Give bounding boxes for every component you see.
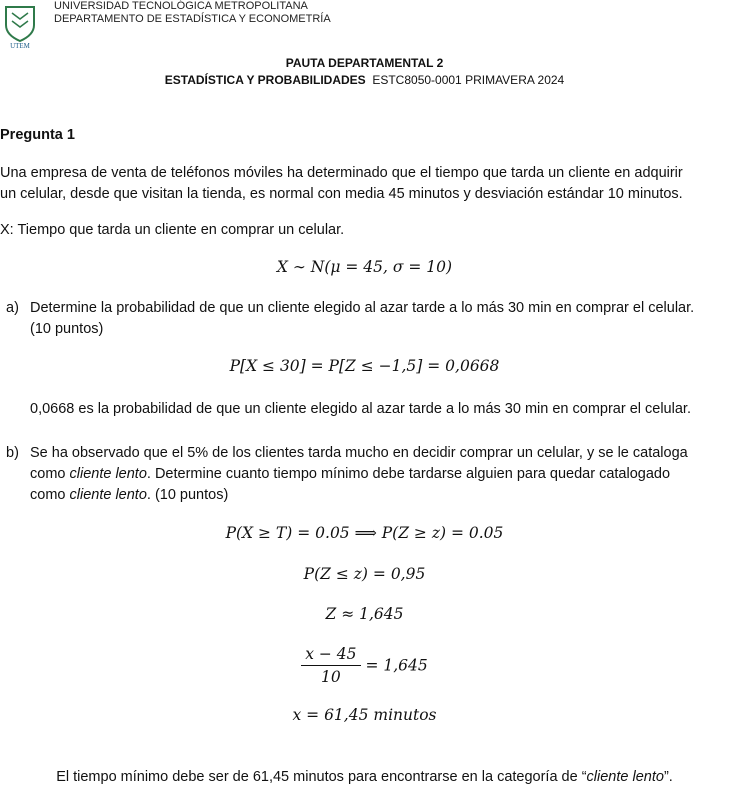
variable-definition: X: Tiempo que tarda un cliente en comprar un celular. [0, 222, 345, 238]
part-b-line-2 [30, 464, 729, 485]
part-b-line-1: Se ha observado que el 5% de los clientes tarda mucho en decidir comprar un celular, y se le cataloga [30, 445, 688, 461]
part-b-result: x = 61,45 minutos [292, 706, 437, 724]
conclusion [0, 767, 729, 788]
part-b-formula-2: P(Z ≤ z) = 0,95 [303, 565, 426, 583]
course-code: ESTC8050-0001 PRIMAVERA 2024 [372, 73, 565, 87]
conclusion-end: ”. [663, 769, 673, 785]
part-b [0, 443, 729, 507]
fraction-rhs: = 1,645 [365, 656, 428, 675]
part-b-label: b) [6, 445, 19, 461]
conclusion-term: cliente lento [586, 769, 664, 785]
part-a-points: (10 puntos) [30, 321, 104, 337]
distribution-formula: X ∼ N(μ = 45, σ = 10) [276, 258, 453, 276]
question-title: Pregunta 1 [0, 127, 75, 143]
part-b-text [30, 443, 729, 506]
part-b-line-2-start: como [30, 466, 70, 482]
part-b-formula-1: P(X ≥ T) = 0.05 ⟹ P(Z ≥ z) = 0.05 [225, 524, 504, 542]
part-b-points: . (10 puntos) [146, 487, 229, 503]
part-b-term-2: cliente lento [69, 487, 147, 503]
institution-header [54, 0, 331, 26]
course-line [0, 73, 729, 87]
part-a [0, 298, 729, 342]
statement-line-1: Una empresa de venta de teléfonos móviles ha determinado que el tiempo que tarda un cliente en adquirir [0, 165, 683, 181]
part-a-label: a) [6, 300, 19, 316]
logo-text: UTEM [10, 42, 30, 49]
part-b-line-3 [30, 485, 729, 506]
part-b-formula-3: Z ≈ 1,645 [325, 605, 404, 623]
fraction [301, 645, 360, 686]
department-name: DEPARTAMENTO DE ESTADÍSTICA Y ECONOMETRÍA [54, 13, 331, 25]
part-b-fraction-equation [0, 645, 729, 686]
part-b-term: cliente lento [69, 466, 147, 482]
fraction-numerator: x − 45 [301, 645, 360, 666]
utem-logo [3, 5, 37, 49]
part-b-line-3-start: como [30, 487, 70, 503]
part-a-line-1: Determine la probabilidad de que un cliente elegido al azar tarde a lo más 30 min en comprar el celular. [30, 300, 695, 316]
conclusion-start: El tiempo mínimo debe ser de 61,45 minutos para encontrarse en la categoría de “ [56, 769, 587, 785]
part-a-text [30, 298, 729, 340]
part-a-formula: P[X ≤ 30] = P[Z ≤ −1,5] = 0,0668 [229, 357, 500, 375]
part-a-answer: 0,0668 es la probabilidad de que un cliente elegido al azar tarde a lo más 30 min en comprar el celular. [30, 401, 691, 417]
question-statement [0, 163, 729, 205]
document-title: PAUTA DEPARTAMENTAL 2 [285, 56, 444, 70]
statement-line-2: un celular, desde que visitan la tienda, es normal con media 45 minutos y desviación estándar 10 minutos. [0, 186, 683, 202]
part-b-line-2-end: . Determine cuanto tiempo mínimo debe tardarse alguien para quedar catalogado [146, 466, 671, 482]
fraction-denominator: 10 [321, 668, 341, 686]
university-name: UNIVERSIDAD TECNOLÓGICA METROPOLITANA [54, 0, 308, 12]
course-name: ESTADÍSTICA Y PROBABILIDADES [164, 73, 366, 87]
